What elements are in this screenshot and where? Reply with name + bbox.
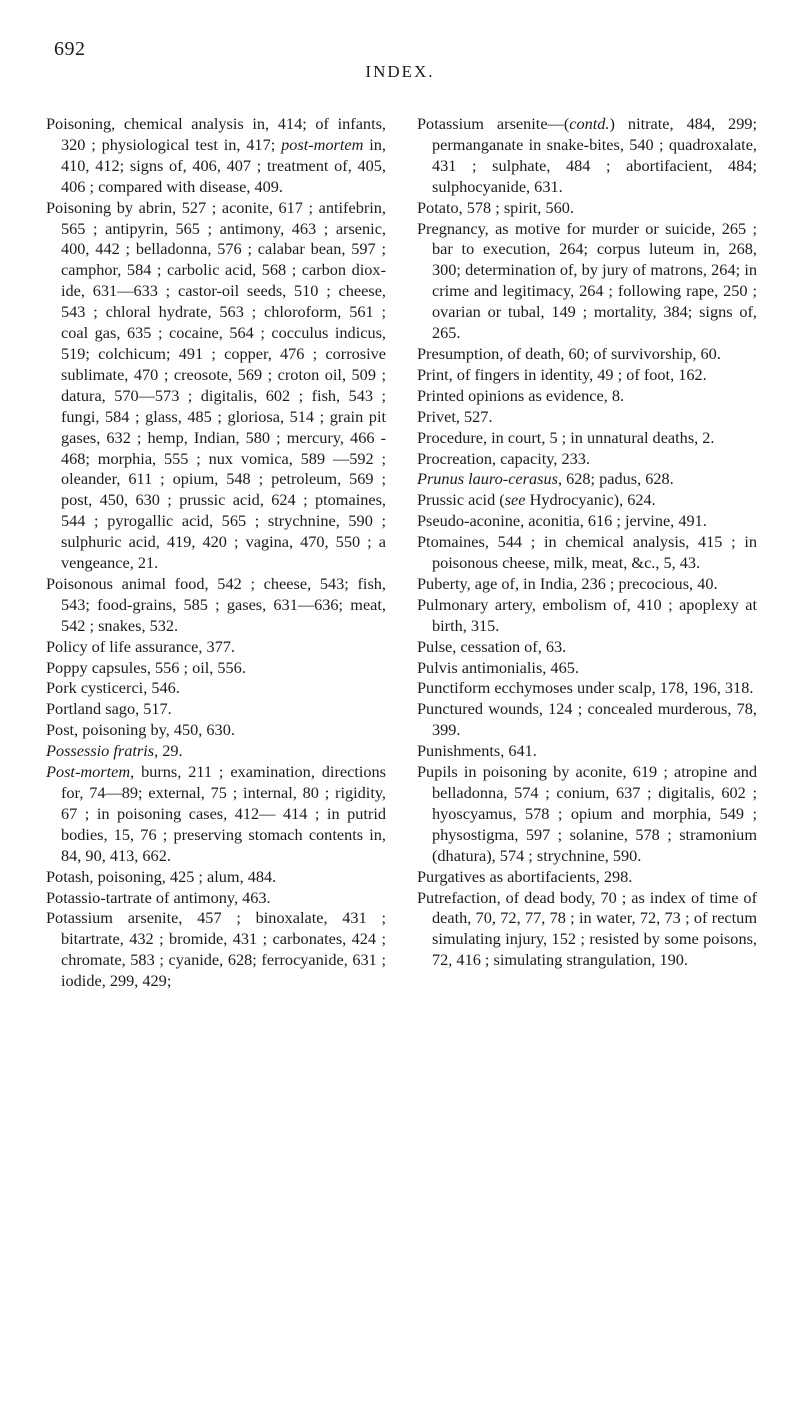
- index-entry-italic-text: Prunus lauro-cerasus: [417, 469, 558, 489]
- index-entry-text: Policy of life assurance, 377.: [46, 636, 235, 656]
- index-entry: [417, 867, 757, 888]
- index-entry: [417, 637, 757, 658]
- index-entry: [46, 762, 386, 867]
- index-entry: [417, 344, 757, 365]
- index-entry: [46, 741, 386, 762]
- index-entry: [417, 699, 757, 741]
- index-entry-text: Pupils in poisoning by aconite, 619 ; atropine and belladonna, 574 ; conium, 637 ; digitalis, 602 ; hyoscyamus, 578 ; opium and morphia, 549 ; physostigma, 597 ; solanine, 578 ; stramonium (dhatura), 574 ; strychnine, 590.: [417, 762, 757, 865]
- index-column-left: [46, 114, 386, 992]
- index-entry: [417, 490, 757, 511]
- index-entry-text: Printed opinions as evidence, 8.: [417, 385, 625, 405]
- index-entry-text: Post, poisoning by, 450, 630.: [46, 720, 235, 740]
- index-entry-text: , burns, 211 ; examination, directions for, 74—89; external, 75 ; internal, 80 ; rigidity, 67 ; in poisoning cases, 412— 414 ; in putrid bodies, 15, 76 ; preserving stomach contents in, 84, 90, 413, 662.: [61, 762, 386, 865]
- index-entry-text: Punctured wounds, 124 ; concealed murderous, 78, 399.: [417, 699, 757, 740]
- index-entry-italic-text: Post-mortem: [46, 762, 131, 782]
- index-entry: [46, 720, 386, 741]
- index-entry: [417, 114, 757, 198]
- index-entry-text: ) nitrate, 484, 299; permanganate in snake-bites, 540 ; quadroxalate, 431 ; sulphate, 484 ; abortifacient, 484; sulphocyanide, 631.: [432, 114, 757, 196]
- index-entry: [417, 888, 757, 972]
- index-entry: [417, 219, 757, 344]
- index-entry-text: Pulmonary artery, embolism of, 410 ; apoplexy at birth, 315.: [417, 594, 757, 635]
- index-entry-italic-text: see: [504, 490, 526, 510]
- index-entry-text: Procedure, in court, 5 ; in unnatural deaths, 2.: [417, 427, 715, 447]
- index-entry-text: Purgatives as abortifacients, 298.: [417, 866, 633, 886]
- index-entry: [417, 198, 757, 219]
- index-entry-text: Pork cysticerci, 546.: [46, 678, 180, 698]
- index-entry-text: Hydrocyanic), 624.: [525, 490, 656, 510]
- index-entry-text: Privet, 527.: [417, 406, 493, 426]
- index-entry: [417, 469, 757, 490]
- index-entry: [417, 428, 757, 449]
- index-entry: [417, 678, 757, 699]
- index-entry: [417, 407, 757, 428]
- index-entry: [46, 699, 386, 720]
- index-entry: [417, 741, 757, 762]
- index-entry-text: Procreation, capacity, 233.: [417, 448, 590, 468]
- index-entry: [417, 574, 757, 595]
- index-entry-text: Portland sago, 517.: [46, 699, 172, 719]
- index-entry: [46, 198, 386, 574]
- index-column-right: [417, 114, 757, 971]
- index-entry: [46, 574, 386, 637]
- index-entry-text: Puberty, age of, in India, 236 ; precocious, 40.: [417, 573, 718, 593]
- index-entry-text: Poisoning by abrin, 527 ; aconite, 617 ; antifebrin, 565 ; antipyrin, 565 ; antimony, 463 ; arsenic, 400, 442 ; belladonna, 576 ; calabar bean, 597 ; camphor, 584 ; carbolic acid, 568 ; carbon dioxide, 631—633 ; castor-oil seeds, 510 ; cheese, 543 ; chloral hydrate, 563 ; chloroform, 561 ; coal gas, 635 ; cocaine, 564 ; cocculus indicus, 519; colchicum; 491 ; copper, 476 ; corrosive sublimate, 470 ; creosote, 569 ; croton oil, 509 ; datura, 570—573 ; digitalis, 602 ; fish, 543 ; fungi, 584 ; glass, 485 ; gloriosa, 514 ; grain pit gases, 632 ; hemp, Indian, 580 ; mercury, 466 - 468; morphia, 555 ; nux vomica, 589 —592 ; oleander, 611 ; opium, 548 ; petroleum, 569 ; post, 450, 630 ; prussic acid, 624 ; ptomaines, 544 ; pyrogallic acid, 565 ; strychnine, 590 ; sulphuric acid, 419, 420 ; vagina, 470, 550 ; a vengeance, 21.: [46, 197, 386, 573]
- index-entry-text: Potassium arsenite—(: [417, 114, 570, 133]
- index-entry: [417, 365, 757, 386]
- index-entry: [46, 114, 386, 198]
- index-entry-text: Pseudo-aconine, aconitia, 616 ; jervine, 491.: [417, 511, 707, 531]
- index-entry-text: Putrefaction, of dead body, 70 ; as index of time of death, 70, 72, 77, 78 ; in water, 72, 73 ; of rectum simulating injury, 152 ; resisted by some poisons, 72, 416 ; simulating strangulation, 190.: [417, 887, 757, 970]
- index-entry: [46, 658, 386, 679]
- index-entry-text: Pulse, cessation of, 63.: [417, 636, 567, 656]
- index-entry-text: Poppy capsules, 556 ; oil, 556.: [46, 657, 246, 677]
- index-entry-text: Presumption, of death, 60; of survivorship, 60.: [417, 343, 721, 363]
- index-entry: [46, 908, 386, 992]
- index-entry-text: Punctiform ecchymoses under scalp, 178, 196, 318.: [417, 678, 754, 698]
- index-entry: [417, 658, 757, 679]
- index-entry-text: Potassio-tartrate of antimony, 463.: [46, 887, 271, 907]
- index-entry: [46, 678, 386, 699]
- index-entry: [417, 449, 757, 470]
- index-entry-text: Potassium arsenite, 457 ; binoxalate, 431 ; bitartrate, 432 ; bromide, 431 ; carbonates, 424 ; chromate, 583 ; cyanide, 628; ferrocyanide, 631 ; iodide, 299, 429;: [46, 908, 386, 991]
- index-entry-text: Prussic acid (: [417, 490, 505, 510]
- index-entry: [46, 637, 386, 658]
- index-entry-text: Print, of fingers in identity, 49 ; of foot, 162.: [417, 364, 707, 384]
- index-entry-italic-text: contd.: [569, 114, 610, 133]
- index-entry-text: Potash, poisoning, 425 ; alum, 484.: [46, 866, 277, 886]
- index-entry-text: , 29.: [154, 741, 183, 761]
- index-entry-text: Pulvis antimonialis, 465.: [417, 657, 579, 677]
- index-entry-text: Potato, 578 ; spirit, 560.: [417, 197, 574, 217]
- index-entry-text: in, 410, 412; signs of, 406, 407 ; treatment of, 405, 406 ; compared with disease, 409.: [61, 134, 386, 196]
- index-entry: [417, 595, 757, 637]
- index-entry-italic-text: post-mortem: [281, 134, 364, 154]
- index-entry-text: Punishments, 641.: [417, 741, 537, 761]
- index-entry-text: Poisoning, chemical analysis in, 414; of infants, 320 ; physiological test in, 417;: [46, 114, 386, 154]
- index-entry-text: Poisonous animal food, 542 ; cheese, 543; fish, 543; food-grains, 585 ; gases, 631—636; meat, 542 ; snakes, 532.: [46, 573, 386, 635]
- index-entry: [417, 511, 757, 532]
- index-entry: [46, 888, 386, 909]
- index-entry-text: Ptomaines, 544 ; in chemical analysis, 415 ; in poisonous cheese, milk, meat, &c., 5, 43.: [417, 532, 757, 573]
- index-entry: [46, 867, 386, 888]
- index-entry: [417, 386, 757, 407]
- page-number: 692: [54, 38, 86, 60]
- index-entry-text: , 628; padus, 628.: [557, 469, 674, 489]
- index-entry: [417, 532, 757, 574]
- index-entry: [417, 762, 757, 867]
- index-entry-italic-text: Possessio fratris: [46, 741, 155, 761]
- running-head: INDEX.: [365, 62, 435, 81]
- index-entry-text: Pregnancy, as motive for murder or suicide, 265 ; bar to execution, 264; corpus luteum in, 268, 300; determination of, by jury of matrons, 264; in crime and legitimacy, 264 ; following rape, 250 ; ovarian or tubal, 149 ; mortality, 384; signs of, 265.: [417, 218, 757, 343]
